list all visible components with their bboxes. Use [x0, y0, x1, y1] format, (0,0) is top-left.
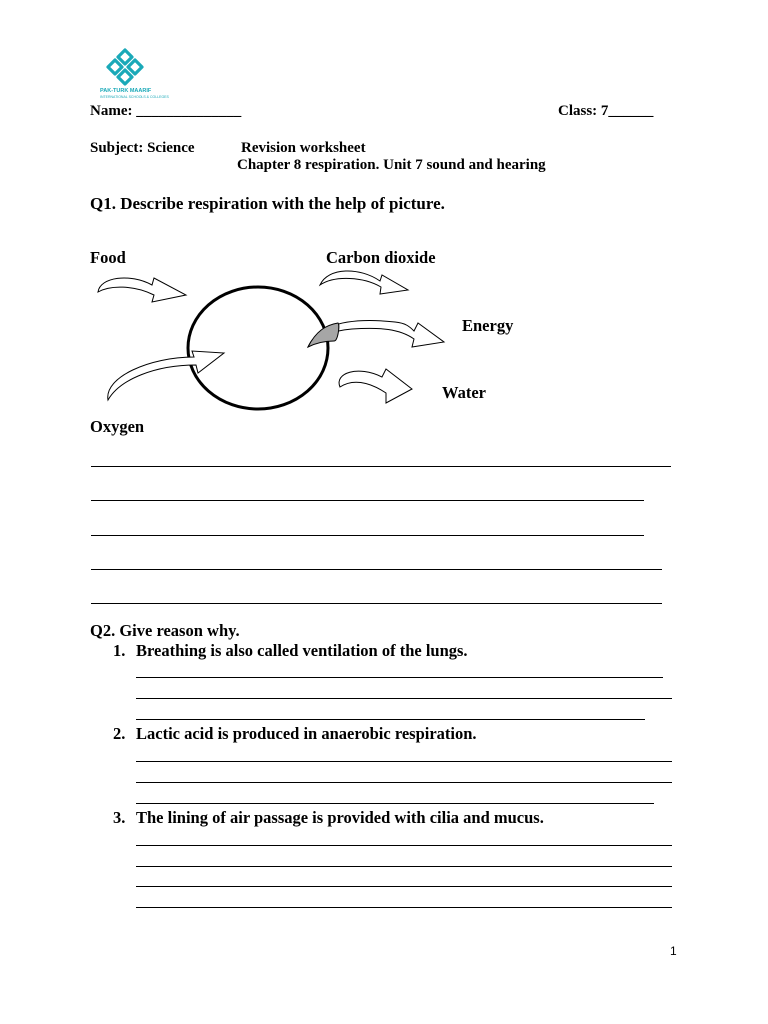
q2-answer-line[interactable]: [136, 782, 672, 783]
q1-answer-line[interactable]: [91, 569, 662, 570]
q2-answer-line[interactable]: [136, 866, 672, 867]
page-number: 1: [670, 944, 677, 958]
q2-item-number: 3.: [113, 808, 126, 827]
water-arrow-icon: [339, 369, 412, 403]
oxygen-arrow-icon: [108, 351, 224, 400]
q2-answer-line[interactable]: [136, 761, 672, 762]
diagram-label-water: Water: [442, 383, 486, 402]
q1-prompt: Q1. Describe respiration with the help of picture.: [90, 194, 445, 213]
q2-item-number: 2.: [113, 724, 126, 743]
carbon-dioxide-arrow-icon: [320, 271, 408, 294]
q2-item-number: 1.: [113, 641, 126, 660]
q1-answer-line[interactable]: [91, 603, 662, 604]
name-field-label: Name: ______________: [90, 103, 242, 119]
q2-answer-line[interactable]: [136, 886, 672, 887]
q2-answer-line[interactable]: [136, 698, 672, 699]
q2-answer-line[interactable]: [136, 907, 672, 908]
q2-answer-line[interactable]: [136, 677, 663, 678]
logo-subtitle: INTERNATIONAL SCHOOLS & COLLEGES: [100, 95, 169, 99]
q2-item-text: The lining of air passage is provided with cilia and mucus.: [136, 808, 544, 827]
chapter-title: Chapter 8 respiration. Unit 7 sound and hearing: [237, 157, 546, 173]
q2-answer-line[interactable]: [136, 719, 645, 720]
q2-answer-line[interactable]: [136, 845, 672, 846]
q1-answer-line[interactable]: [91, 500, 644, 501]
q2-answer-line[interactable]: [136, 803, 654, 804]
food-arrow-icon: [98, 278, 186, 302]
q1-answer-line[interactable]: [91, 466, 671, 467]
logo-name: PAK-TURK MAARIF: [100, 88, 152, 94]
q2-prompt: Q2. Give reason why.: [90, 621, 240, 640]
q1-answer-line[interactable]: [91, 535, 644, 536]
q2-item-text: Lactic acid is produced in anaerobic respiration.: [136, 724, 477, 743]
subject-label: Subject: Science: [90, 140, 195, 156]
diagram-label-carbon-dioxide: Carbon dioxide: [326, 248, 436, 267]
diagram-label-energy: Energy: [462, 316, 514, 335]
diagram-label-food: Food: [90, 248, 126, 267]
respiration-diagram: [90, 265, 460, 415]
class-field-label: Class: 7______: [558, 103, 654, 119]
q2-item-text: Breathing is also called ventilation of the lungs.: [136, 641, 468, 660]
diagram-label-oxygen: Oxygen: [90, 417, 145, 436]
worksheet-title: Revision worksheet: [241, 140, 366, 156]
